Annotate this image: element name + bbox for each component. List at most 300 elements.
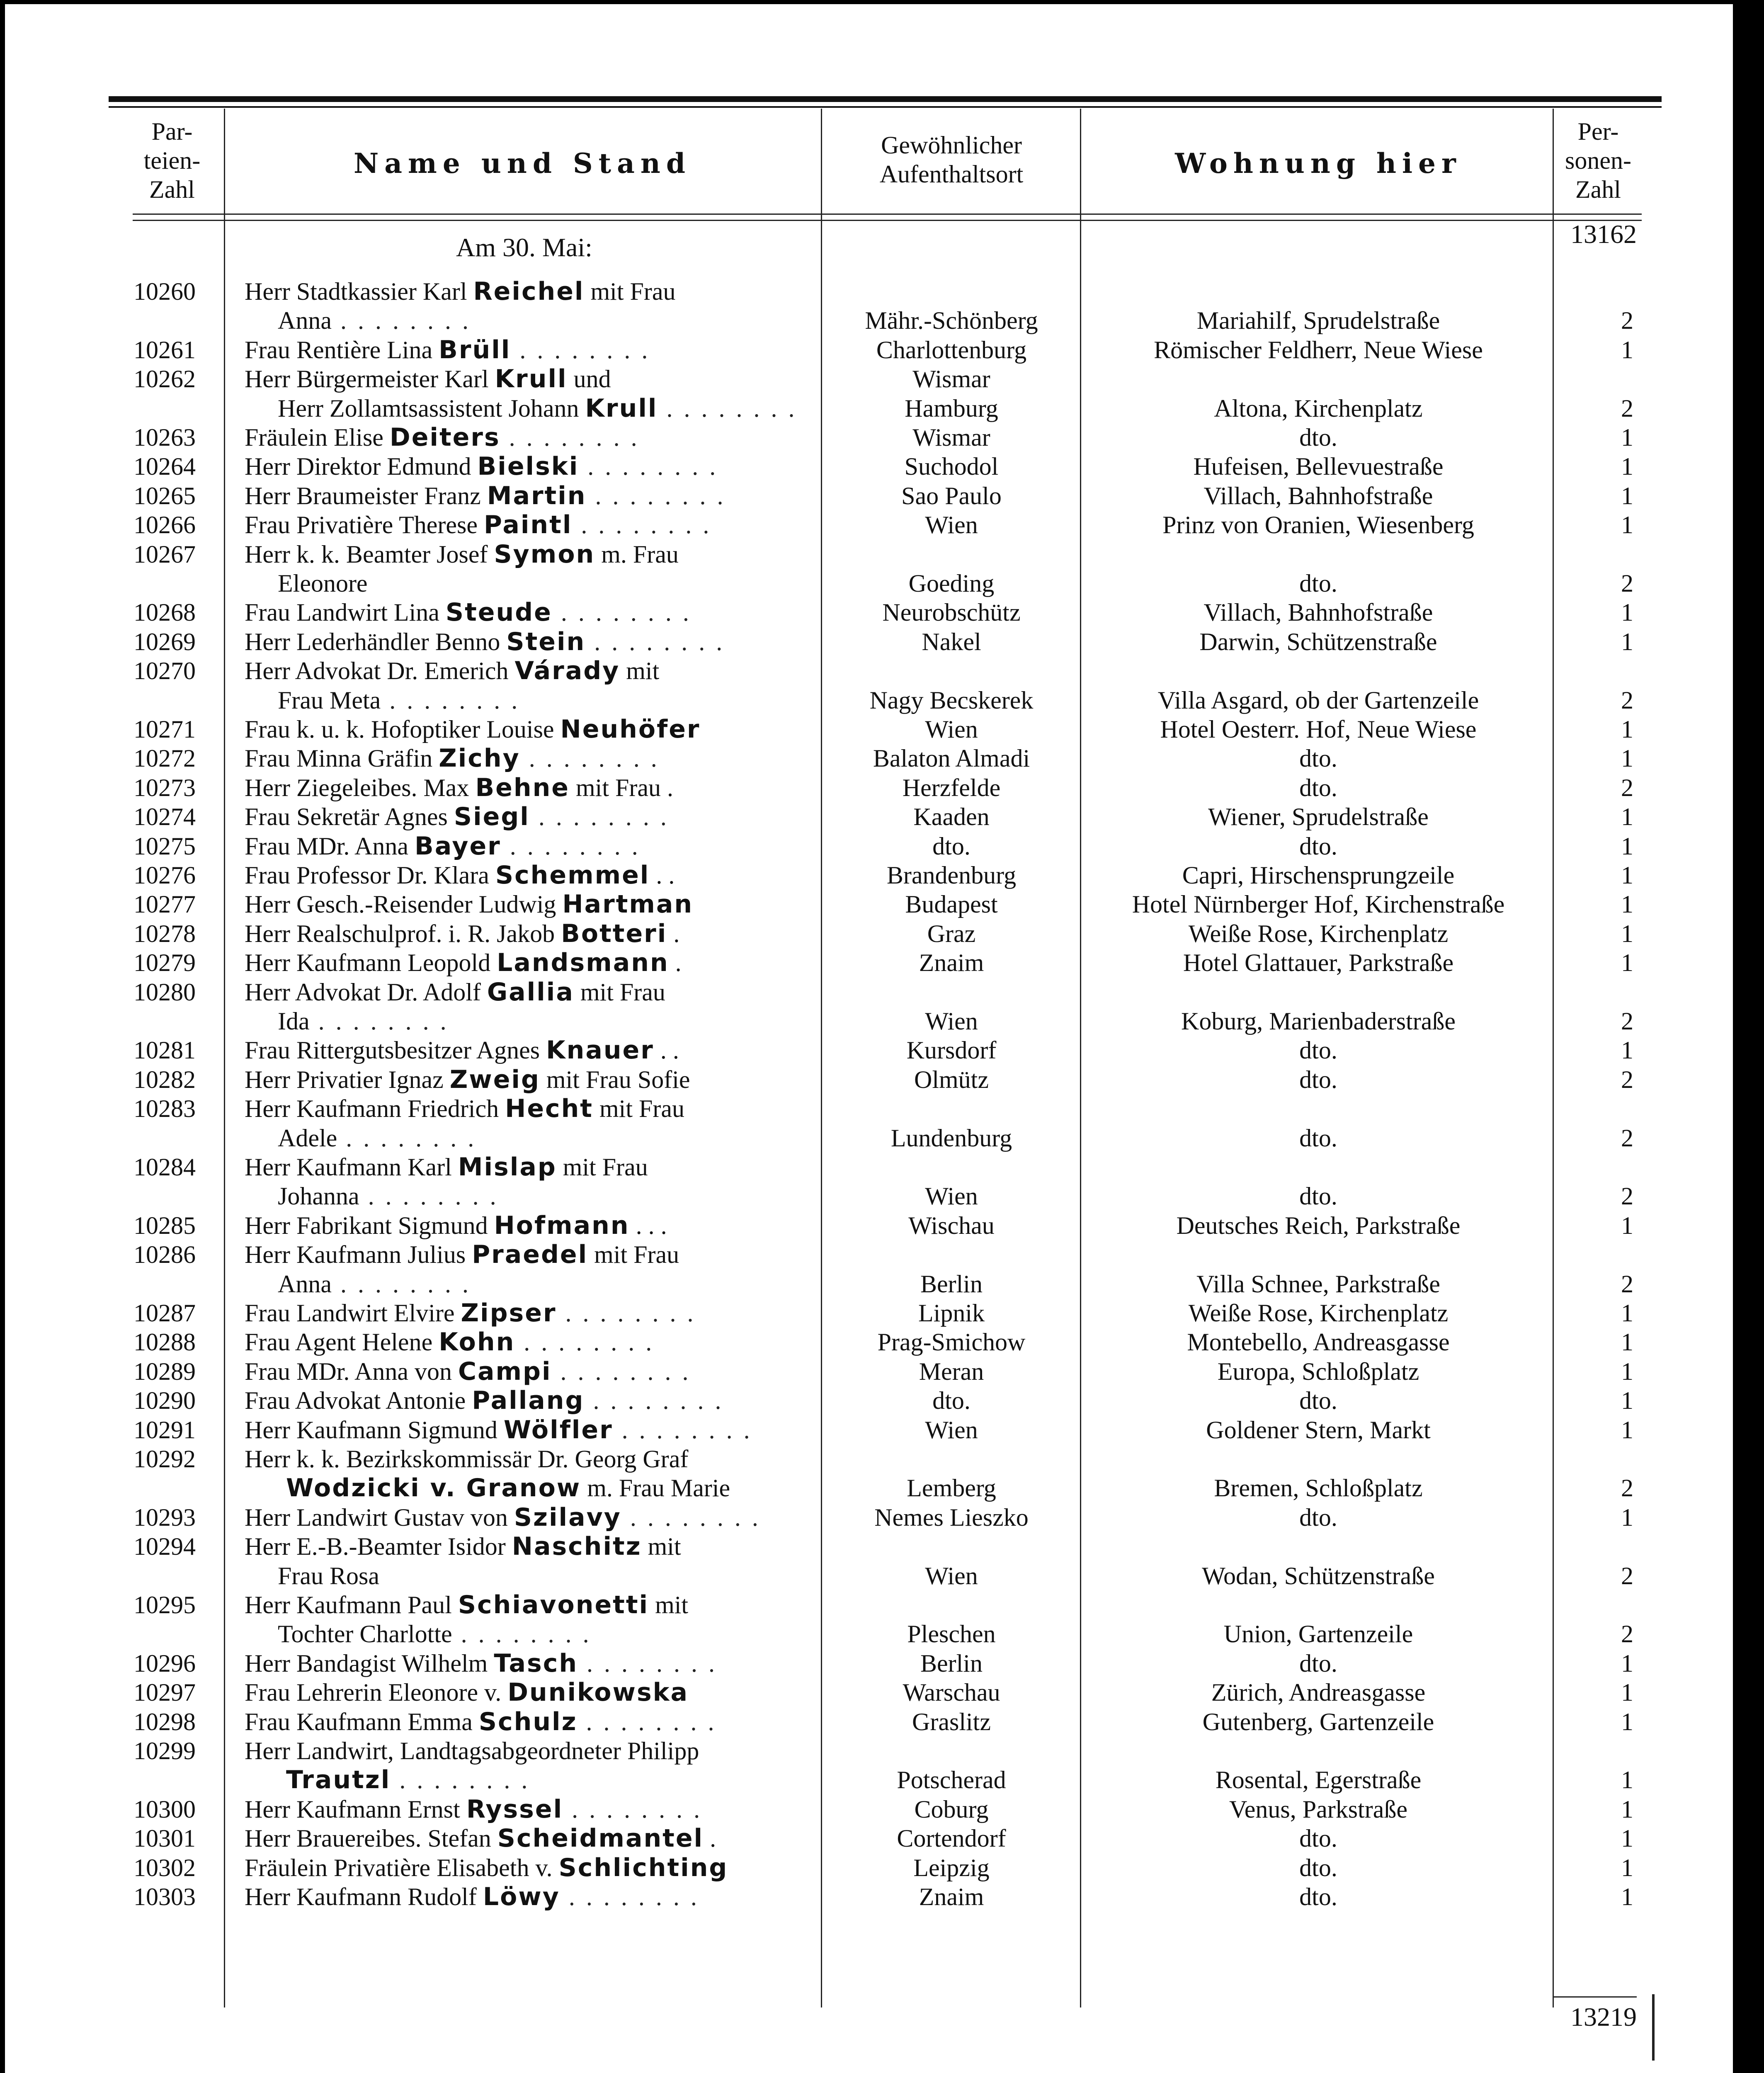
entry-surname: Bielski (477, 452, 579, 481)
entry-persons: 1 (1621, 949, 1633, 977)
entry-name-line (245, 1415, 813, 1444)
entry-title: Frau Meta (278, 686, 381, 714)
leader-dots: . . . . . . . . (381, 686, 520, 714)
leader-dots: . . . . . . . . (511, 336, 650, 364)
entry-name-line (245, 1153, 813, 1182)
leader-dots: . . . . . . . . (359, 1182, 499, 1210)
entry-title: Herr Kaufmann Karl (245, 1153, 458, 1181)
entry-title: Herr Fabrikant Sigmund (245, 1211, 494, 1239)
entry-surname: Brüll (439, 335, 511, 364)
entry-number: 10271 (133, 716, 196, 743)
entry-name-line (245, 510, 813, 539)
entry-surname: Hecht (505, 1094, 593, 1124)
entry-name-line (245, 890, 813, 919)
entry-origin: Suchodol (904, 453, 999, 481)
entry-number: 10299 (133, 1737, 196, 1765)
entry-number: 10276 (133, 862, 196, 889)
entry-residence: Hotel Glattauer, Parkstraße (1183, 949, 1454, 977)
entry-origin: Prag-Smichow (877, 1328, 1026, 1356)
entry-number: 10268 (133, 599, 196, 626)
entry-title: Frau Minna Gräfin (245, 745, 439, 772)
header-name: Name und Stand (353, 147, 692, 180)
entry-name-line (245, 1386, 813, 1415)
leader-dots: . . . . . . . . (572, 511, 712, 539)
entry-name-line (245, 394, 846, 423)
entry-residence: Villach, Bahnhofstraße (1203, 482, 1433, 510)
entry-title: Frau Landwirt Lina (245, 599, 446, 626)
entry-surname: Schiavonetti (458, 1590, 649, 1619)
entry-persons: 1 (1621, 1416, 1633, 1444)
entry-surname: Várady (514, 656, 620, 686)
entry-persons: 1 (1621, 1211, 1633, 1239)
entry-title: Herr Advokat Dr. Emerich (245, 657, 515, 685)
entry-surname: Trautzl (286, 1765, 391, 1795)
entry-residence: Union, Gartenzeile (1223, 1620, 1413, 1648)
entry-origin: Wien (925, 1007, 978, 1035)
entry-residence: dto. (1299, 1825, 1337, 1852)
entry-persons: 1 (1621, 1854, 1633, 1881)
entry-surname: Kohn (439, 1328, 515, 1357)
entry-origin: Goeding (908, 570, 995, 597)
entry-name-line (245, 1736, 813, 1765)
entry-title: Frau Rittergutsbesitzer Agnes (245, 1036, 546, 1064)
entry-name-line (245, 1007, 846, 1036)
entry-residence: Deutsches Reich, Parkstraße (1176, 1211, 1461, 1239)
entry-name-line (245, 1357, 813, 1386)
entry-title: Herr Brauereibes. Stefan (245, 1825, 497, 1852)
header-persons: Per- sonen- Zahl (1565, 118, 1631, 203)
entry-suffix: . (704, 1825, 716, 1852)
leader-dots: . . . . . . . . (579, 453, 718, 481)
entry-origin: Coburg (914, 1795, 989, 1823)
entry-title: Herr Stadtkassier Karl (245, 278, 473, 305)
entry-residence: dto. (1299, 1124, 1337, 1152)
entry-surname: Löwy (483, 1882, 560, 1911)
entry-residence: Montebello, Andreasgasse (1187, 1328, 1450, 1356)
entry-title: Frau MDr. Anna von (245, 1357, 458, 1385)
entry-name-line (245, 978, 813, 1007)
entry-name-line (245, 569, 846, 598)
entry-residence: Hotel Nürnberger Hof, Kirchenstraße (1132, 891, 1505, 918)
entry-name-line (245, 335, 813, 364)
entry-surname: Krull (585, 393, 658, 423)
entry-origin: Wien (925, 1416, 978, 1444)
entry-persons: 1 (1621, 1883, 1633, 1910)
entry-name-line (245, 1124, 846, 1153)
final-total: 13219 (1570, 2002, 1637, 2032)
entry-origin: Wien (925, 716, 978, 743)
entry-suffix: mit (649, 1591, 689, 1619)
entry-name-line (245, 1824, 813, 1853)
leader-dots: . . . . . . . . (552, 599, 692, 626)
leader-dots: . . . . . . . . (556, 1299, 696, 1327)
entry-suffix: mit Frau (556, 1153, 648, 1181)
entry-surname: Szilavy (514, 1503, 621, 1532)
entry-surname: Bayer (414, 831, 501, 861)
entry-persons: 1 (1621, 424, 1633, 451)
entry-name-line (245, 1270, 846, 1299)
entry-persons: 2 (1621, 1007, 1633, 1035)
entry-surname: Hofmann (494, 1211, 630, 1240)
entry-surname: Tasch (494, 1648, 578, 1678)
entry-name-line (245, 627, 813, 656)
entry-residence: dto. (1299, 1883, 1337, 1910)
entry-residence: Hufeisen, Bellevuestraße (1193, 453, 1444, 481)
entry-persons: 2 (1621, 570, 1633, 597)
entry-origin: Leipzig (913, 1854, 990, 1881)
entry-name-line (245, 715, 813, 744)
leader-dots: . . . . . . . . (452, 1620, 592, 1648)
entry-title: Herr Kaufmann Rudolf (245, 1883, 483, 1910)
entry-number: 10261 (133, 336, 196, 364)
entry-surname: Schemmel (495, 861, 650, 890)
leader-dots: . . . . . . . . (621, 1503, 761, 1531)
entry-title: Frau Agent Helene (245, 1328, 439, 1356)
entry-persons: 1 (1621, 599, 1633, 626)
entry-origin: Wien (925, 1182, 978, 1210)
entry-persons: 1 (1621, 336, 1633, 364)
entry-residence: Koburg, Marienbaderstraße (1181, 1007, 1456, 1035)
entry-number: 10264 (133, 453, 196, 481)
entry-origin: Graslitz (912, 1708, 991, 1736)
entry-title: Tochter Charlotte (278, 1620, 452, 1648)
entry-number: 10277 (133, 891, 196, 918)
leader-dots: . . . . . . . . (560, 1883, 699, 1910)
entry-persons: 1 (1621, 920, 1633, 947)
entry-persons: 1 (1621, 453, 1633, 481)
entry-persons: 2 (1621, 1270, 1633, 1298)
entry-persons: 1 (1621, 1708, 1633, 1736)
entry-name-line (245, 802, 813, 831)
entry-title: Anna (278, 1270, 332, 1298)
leader-dots: . . . . . . . . (337, 1124, 477, 1152)
entry-origin: Budapest (905, 891, 998, 918)
entry-residence: dto. (1299, 1503, 1337, 1531)
leader-dots: . . . . . . . . (551, 1357, 691, 1385)
total-rule-top (1554, 1996, 1637, 1998)
entry-surname: Gallia (487, 977, 574, 1007)
entry-surname: Reichel (473, 277, 585, 306)
entry-number: 10279 (133, 949, 196, 977)
entry-title: Herr Lederhändler Benno (245, 628, 507, 655)
entry-title: Herr Ziegeleibes. Max (245, 774, 476, 801)
entry-title: Herr Kaufmann Paul (245, 1591, 458, 1619)
entry-surname: Schulz (478, 1707, 577, 1736)
entry-origin: Wischau (908, 1211, 995, 1239)
entry-origin: Lemberg (907, 1474, 996, 1502)
entry-origin: Kursdorf (906, 1036, 997, 1064)
leader-dots: . . . . . . . . (658, 394, 797, 422)
entry-suffix: mit Frau Sofie (540, 1066, 690, 1093)
entry-origin: Cortendorf (897, 1825, 1006, 1852)
entry-persons: 1 (1621, 628, 1633, 655)
col-line-3 (1080, 109, 1081, 2007)
leader-dots: . . . . . . . . (584, 1387, 724, 1415)
entry-name-line (245, 481, 813, 510)
entry-number: 10281 (133, 1036, 196, 1064)
entry-title: Herr k. k. Bezirkskommissär Dr. Georg Graf (245, 1445, 689, 1473)
entry-title: Frau Rentière Lina (245, 336, 439, 364)
entry-residence: Gutenberg, Gartenzeile (1202, 1708, 1434, 1736)
entry-residence: dto. (1299, 570, 1337, 597)
entry-origin: Mähr.-Schönberg (865, 307, 1038, 335)
entry-persons: 1 (1621, 1387, 1633, 1415)
scan-edge-top (0, 0, 1764, 4)
entry-number: 10272 (133, 745, 196, 772)
entry-surname: Steude (445, 598, 552, 627)
entry-surname: Zweig (449, 1065, 540, 1094)
entry-name-line (245, 1503, 813, 1532)
entry-number: 10288 (133, 1328, 196, 1356)
entry-number: 10295 (133, 1591, 196, 1619)
entry-surname: Neuhöfer (560, 715, 701, 744)
entry-surname: Knauer (546, 1036, 654, 1065)
scan-edge-right (1733, 0, 1764, 2073)
entry-persons: 1 (1621, 1503, 1633, 1531)
entry-surname: Deiters (389, 423, 500, 452)
entry-origin: Nemes Lieszko (874, 1503, 1029, 1531)
entry-title: Herr Privatier Ignaz (245, 1066, 450, 1093)
entry-suffix: mit Frau (593, 1095, 684, 1123)
entry-number: 10303 (133, 1883, 196, 1910)
leader-dots: . . . . . . . . (613, 1416, 752, 1444)
entry-title: Adele (278, 1124, 337, 1152)
entry-number: 10280 (133, 978, 196, 1006)
entry-name-line (245, 1094, 813, 1123)
entry-suffix: und (567, 365, 611, 393)
entry-persons: 2 (1621, 1066, 1633, 1093)
entry-name-line (245, 1707, 813, 1736)
entry-name-line (245, 1678, 813, 1707)
entry-number: 10296 (133, 1649, 196, 1677)
entry-origin: Lundenburg (890, 1124, 1012, 1152)
header-residence: Wohnung hier (1175, 147, 1462, 180)
entry-surname: Krull (495, 364, 568, 394)
entry-name-line (245, 686, 846, 715)
entry-persons: 1 (1621, 1299, 1633, 1327)
leader-dots: . . . . . . . . (501, 832, 641, 860)
entry-surname: Botteri (561, 919, 667, 948)
entry-title: Frau Advokat Antonie (245, 1387, 472, 1415)
entry-suffix: . (669, 949, 682, 977)
entry-name-line (245, 423, 813, 452)
entry-title: Frau Professor Dr. Klara (245, 862, 495, 889)
entry-origin: Znaim (919, 949, 984, 977)
entry-persons: 1 (1621, 803, 1633, 831)
entry-suffix: . (667, 920, 680, 947)
entry-name-line (245, 1473, 854, 1503)
entry-persons: 2 (1621, 1620, 1633, 1648)
entry-name-line (245, 1619, 846, 1648)
entry-number: 10291 (133, 1416, 196, 1444)
entry-surname: Zipser (461, 1299, 557, 1328)
entry-persons: 1 (1621, 1766, 1633, 1794)
entry-number: 10269 (133, 628, 196, 655)
entry-name-line (245, 861, 813, 890)
entry-suffix: mit Frau . (570, 774, 673, 801)
entry-suffix: mit (620, 657, 660, 685)
entry-name-line (245, 1328, 813, 1357)
entry-title: Frau k. u. k. Hofoptiker Louise (245, 716, 561, 743)
leader-dots: . . . . . . . . (331, 1270, 471, 1298)
entry-residence: Weiße Rose, Kirchenplatz (1188, 1299, 1449, 1327)
entry-origin: Warschau (903, 1679, 1000, 1706)
entry-number: 10300 (133, 1795, 196, 1823)
entry-number: 10301 (133, 1825, 196, 1852)
entry-name-line (245, 1561, 846, 1590)
entry-number: 10282 (133, 1066, 196, 1093)
entry-number: 10284 (133, 1153, 196, 1181)
entry-persons: 1 (1621, 511, 1633, 539)
entry-residence: Wodan, Schützenstraße (1202, 1562, 1435, 1590)
entry-persons: 2 (1621, 307, 1633, 335)
entry-name-line (245, 773, 813, 802)
entry-surname: Dunikowska (507, 1678, 689, 1707)
carry-total: 13162 (1570, 219, 1637, 249)
entry-surname: Ryssel (466, 1794, 563, 1824)
entry-name-line (245, 1765, 854, 1794)
entry-name-line (245, 744, 813, 773)
entry-title: Herr Landwirt, Landtagsabgeordneter Philipp (245, 1737, 699, 1765)
entry-title: Herr Kaufmann Leopold (245, 949, 497, 977)
entry-title: Herr Advokat Dr. Adolf (245, 978, 487, 1006)
entry-title: Frau Kaufmann Emma (245, 1708, 479, 1736)
top-rule-thick (109, 96, 1662, 102)
entry-persons: 2 (1621, 1474, 1633, 1502)
leader-dots: . . . . . . . . (577, 1708, 717, 1736)
entry-residence: Darwin, Schützenstraße (1199, 628, 1437, 655)
entry-title: Herr Kaufmann Julius (245, 1241, 472, 1269)
entry-surname: Siegl (454, 802, 530, 832)
entry-origin: Berlin (920, 1270, 983, 1298)
entry-title: Eleonore (278, 570, 368, 597)
entry-residence: Prinz von Oranien, Wiesenberg (1162, 511, 1474, 539)
entry-title: Herr Kaufmann Friedrich (245, 1095, 505, 1123)
entry-residence: Goldener Stern, Markt (1206, 1416, 1431, 1444)
entry-title: Frau Rosa (278, 1562, 379, 1590)
entry-name-line (245, 1211, 813, 1240)
entry-name-line (245, 306, 846, 335)
entry-persons: 1 (1621, 1036, 1633, 1064)
entry-name-line (245, 1590, 813, 1619)
entry-number: 10267 (133, 540, 196, 568)
entry-number: 10274 (133, 803, 196, 831)
entry-number: 10270 (133, 657, 196, 685)
entry-surname: Behne (475, 773, 570, 802)
entry-persons: 1 (1621, 1328, 1633, 1356)
entry-persons: 1 (1621, 745, 1633, 772)
entry-suffix: mit Frau (588, 1241, 679, 1269)
top-rule-thin (109, 106, 1662, 108)
entry-number: 10278 (133, 920, 196, 947)
col-line-1 (224, 109, 225, 2007)
entry-title: Frau MDr. Anna (245, 832, 415, 860)
entry-name-line (245, 277, 813, 306)
entry-origin: dto. (932, 1387, 971, 1415)
leader-dots: . . . . . . . . (500, 424, 640, 451)
entry-title: Herr Zollamtsassistent Johann (278, 394, 585, 422)
entry-suffix: mit (641, 1533, 681, 1561)
entry-number: 10262 (133, 365, 196, 393)
entry-surname: Schlichting (558, 1853, 728, 1882)
entry-suffix: . . (654, 1036, 679, 1064)
entry-persons: 1 (1621, 1825, 1633, 1852)
entry-title: Fräulein Elise (245, 424, 390, 451)
entry-origin: Pleschen (907, 1620, 996, 1648)
entry-persons: 1 (1621, 482, 1633, 510)
entry-residence: Villa Schnee, Parkstraße (1196, 1270, 1440, 1298)
leader-dots: . . . . . . . . (520, 745, 660, 772)
entry-residence: dto. (1299, 1387, 1337, 1415)
entry-surname: Zichy (439, 744, 520, 773)
entry-residence: Europa, Schloßplatz (1217, 1357, 1419, 1385)
entry-residence: Hotel Oesterr. Hof, Neue Wiese (1160, 716, 1477, 743)
entry-name-line (245, 364, 813, 393)
entry-residence: Altona, Kirchenplatz (1214, 394, 1423, 422)
entry-persons: 1 (1621, 1649, 1633, 1677)
entry-residence: Villach, Bahnhofstraße (1203, 599, 1433, 626)
entry-title: Herr Kaufmann Sigmund (245, 1416, 504, 1444)
entry-persons: 1 (1621, 891, 1633, 918)
entry-residence: dto. (1299, 1182, 1337, 1210)
entry-origin: Charlottenburg (876, 336, 1027, 364)
entry-persons: 2 (1621, 1182, 1633, 1210)
entry-number: 10293 (133, 1503, 196, 1531)
leader-dots: . . . . . . . . (563, 1795, 703, 1823)
entry-origin: Meran (919, 1357, 984, 1385)
entry-number: 10266 (133, 511, 196, 539)
entry-persons: 1 (1621, 1795, 1633, 1823)
entry-surname: Stein (506, 627, 586, 656)
entry-origin: Graz (927, 920, 976, 947)
entry-origin: Potscherad (897, 1766, 1006, 1794)
entry-persons: 1 (1621, 716, 1633, 743)
entry-origin: Neurobschütz (882, 599, 1021, 626)
entry-title: Herr Realschulprof. i. R. Jakob (245, 920, 561, 947)
entry-surname: Scheidmantel (497, 1824, 704, 1853)
entry-persons: 1 (1621, 832, 1633, 860)
entry-origin: Znaim (919, 1883, 984, 1910)
entry-residence: Villa Asgard, ob der Gartenzeile (1157, 686, 1479, 714)
entry-number: 10298 (133, 1708, 196, 1736)
entry-residence: dto. (1299, 1066, 1337, 1093)
entry-title: Fräulein Privatière Elisabeth v. (245, 1854, 559, 1881)
entry-residence: dto. (1299, 1854, 1337, 1881)
entry-persons: 1 (1621, 1679, 1633, 1706)
header-rule-1 (133, 214, 1642, 215)
entry-title: Frau Privatière Therese (245, 511, 484, 539)
entry-origin: Wismar (912, 365, 990, 393)
leader-dots: . . . . . . . . (578, 1649, 718, 1677)
entry-title: Herr Bürgermeister Karl (245, 365, 495, 393)
entry-persons: 2 (1621, 1562, 1633, 1590)
header-rule-2 (133, 220, 1642, 221)
entry-number: 10286 (133, 1241, 196, 1269)
entry-surname: Mislap (458, 1153, 557, 1182)
entry-persons: 1 (1621, 862, 1633, 889)
entry-surname: Campi (458, 1357, 552, 1386)
entry-persons: 2 (1621, 1124, 1633, 1152)
entry-origin: Berlin (920, 1649, 983, 1677)
entry-residence: dto. (1299, 832, 1337, 860)
entry-number: 10285 (133, 1211, 196, 1239)
entry-residence: Wiener, Sprudelstraße (1208, 803, 1429, 831)
entry-name-line (245, 598, 813, 627)
entry-name-line (245, 919, 813, 948)
entry-number: 10275 (133, 832, 196, 860)
header-origin: Gewöhnlicher Aufenthaltsort (879, 131, 1024, 188)
entry-name-line (245, 1795, 813, 1824)
